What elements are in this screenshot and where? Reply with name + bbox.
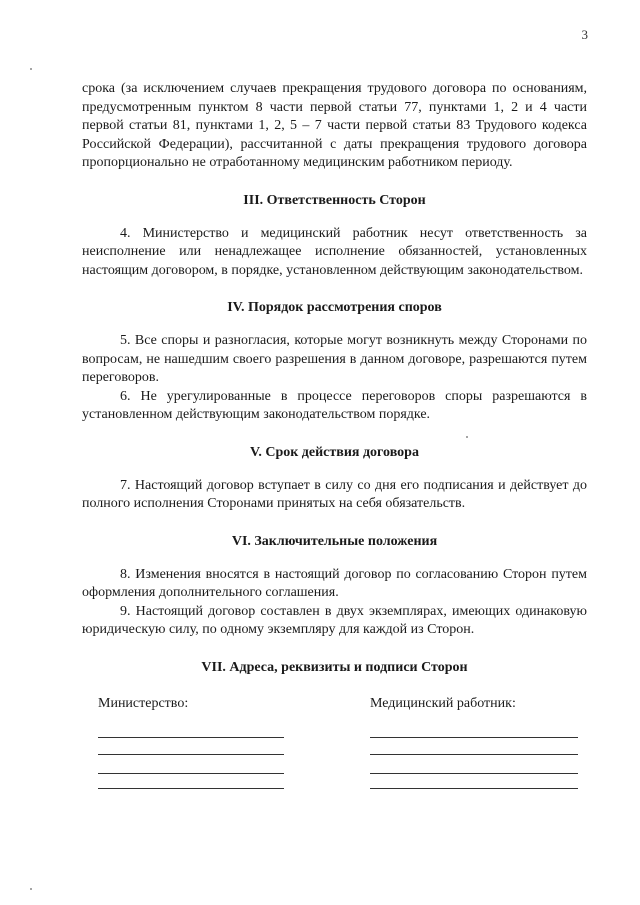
signature-line <box>370 737 578 738</box>
signature-ministry-label: Министерство: <box>98 695 189 711</box>
signature-medical-worker <box>370 695 580 789</box>
signature-line <box>370 754 578 755</box>
signature-line <box>370 788 578 789</box>
signature-line <box>98 788 284 789</box>
clause-4: 4. Министерство и медицинский работник несут ответственность за неисполнение или ненадлежащее исполнение обязанностей, установленных настоящим договором, в порядке, установленном действующим законодательством. <box>82 225 587 278</box>
section-heading-disputes: IV. Порядок рассмотрения споров <box>227 300 442 315</box>
section-heading-final-provisions: VI. Заключительные положения <box>231 533 438 549</box>
signature-ministry <box>98 695 293 789</box>
section-heading-responsibility: III. Ответственность Сторон <box>243 192 426 208</box>
clause-6: 6. Не урегулированные в процессе переговоров споры разрешаются в установленном действующим законодательством порядке. <box>82 388 587 422</box>
document-body <box>82 80 587 835</box>
signature-block <box>82 695 587 835</box>
section-heading-signatures: VII. Адреса, реквизиты и подписи Сторон <box>201 659 468 675</box>
clause-5: 5. Все споры и разногласия, которые могут возникнуть между Сторонами по вопросам, не нашедшим своего разрешения в данном договоре, разрешаются путем переговоров. <box>82 333 587 385</box>
scan-speck <box>30 68 32 70</box>
clause-9: 9. Настоящий договор составлен в двух экземплярах, имеющих одинаковую юридическую силу, по одному экземпляру для каждой из Сторон. <box>82 603 587 637</box>
signature-line <box>98 754 284 755</box>
scan-speck <box>30 888 32 890</box>
intro-paragraph: срока (за исключением случаев прекращения трудового договора по основаниям, предусмотренным пунктом 8 части первой статьи 77, пунктами 1, 2 и 4 части первой статьи 81, пунктами 1, 2, 5 – 7 части первой статьи 83 Трудового кодекса Российской Федерации), рассчитанной с даты прекращения трудового договора пропорционально не отработанному медицинским работником периоду. <box>82 81 587 170</box>
signature-line <box>98 737 284 738</box>
signature-line <box>98 773 284 774</box>
scan-speck <box>466 436 468 438</box>
clause-7: 7. Настоящий договор вступает в силу со дня его подписания и действует до полного исполнения Сторонами принятых на себя обязательств. <box>82 477 587 511</box>
section-heading-term: V. Срок действия договора <box>250 444 419 460</box>
signature-medical-worker-label: Медицинский работник: <box>370 695 516 711</box>
signature-line <box>370 773 578 774</box>
clause-8: 8. Изменения вносятся в настоящий договор по согласованию Сторон путем оформления дополнительного соглашения. <box>82 566 587 600</box>
page-number: 3 <box>581 27 588 42</box>
